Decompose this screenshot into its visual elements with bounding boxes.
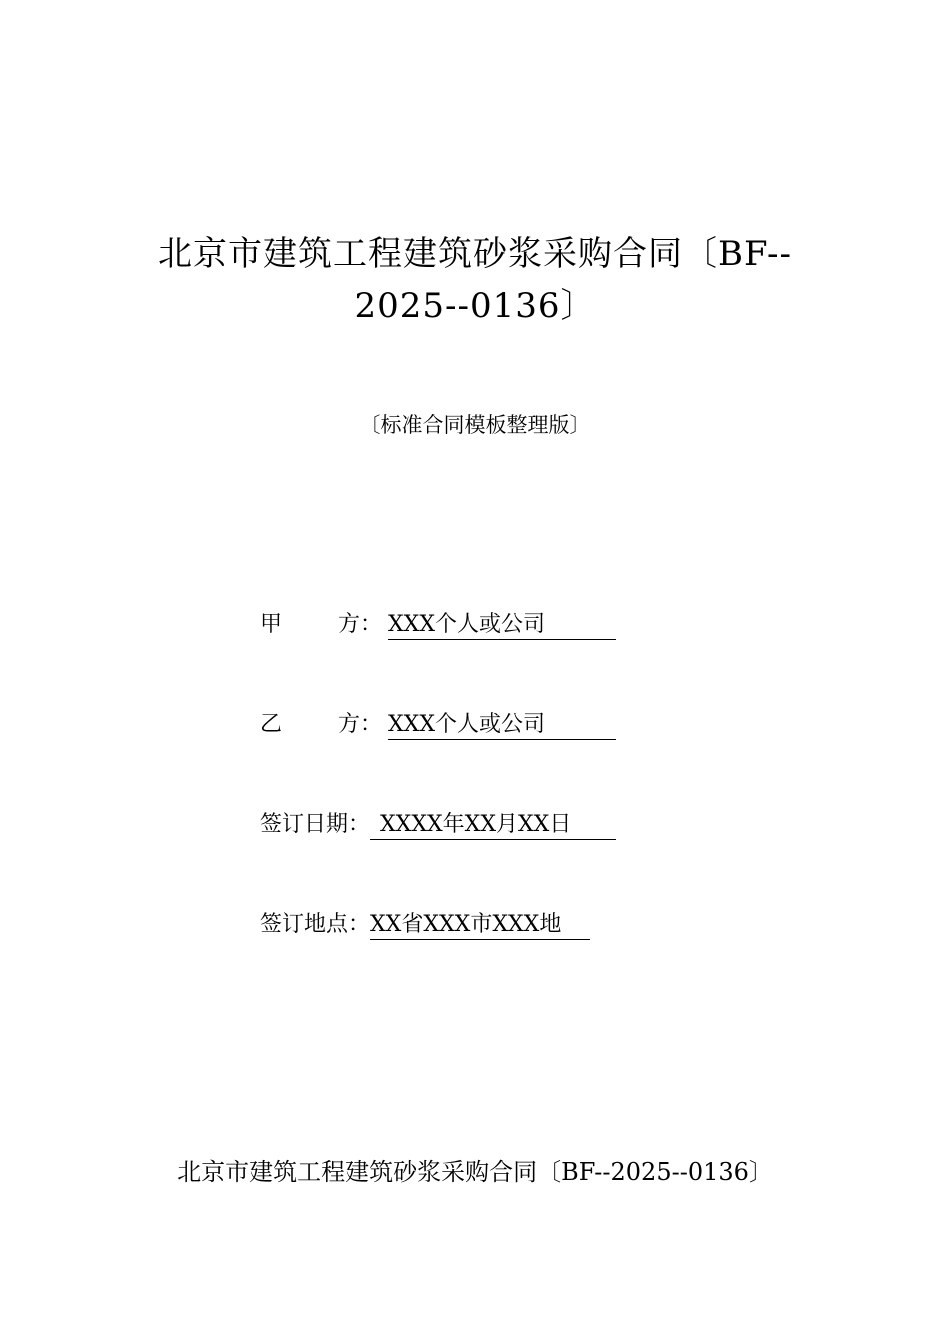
title-line-2: 2025--0136〕 xyxy=(354,286,596,326)
sign-date-label: 签订日期： xyxy=(260,812,371,837)
sign-date-value: XXXX年XX月XX日 xyxy=(370,812,616,840)
sign-date-row xyxy=(260,810,616,840)
party-b-value: XXX个人或公司 xyxy=(388,712,616,740)
party-a-value: XXX个人或公司 xyxy=(388,612,616,640)
party-b-label-char: 乙 xyxy=(260,712,283,737)
party-a-label xyxy=(260,610,388,640)
sign-place-value: XX省XXX市XXX地 xyxy=(370,912,590,940)
party-b-row xyxy=(260,710,616,740)
document-subtitle: 〔标准合同模板整理版〕 xyxy=(359,413,591,437)
party-b-label xyxy=(260,710,388,740)
title-line-1: 北京市建筑工程建筑砂浆采购合同〔BF-- xyxy=(157,234,793,274)
party-a-label-suffix: 方： xyxy=(338,612,383,637)
sign-place-row xyxy=(260,910,590,940)
page-footer: 北京市建筑工程建筑砂浆采购合同〔BF--2025--0136〕 xyxy=(177,1158,773,1186)
document-title xyxy=(0,228,950,332)
party-a-label-char: 甲 xyxy=(260,612,283,637)
sign-place-label: 签订地点： xyxy=(260,912,371,937)
party-a-row xyxy=(260,610,616,640)
party-b-label-suffix: 方： xyxy=(338,712,383,737)
